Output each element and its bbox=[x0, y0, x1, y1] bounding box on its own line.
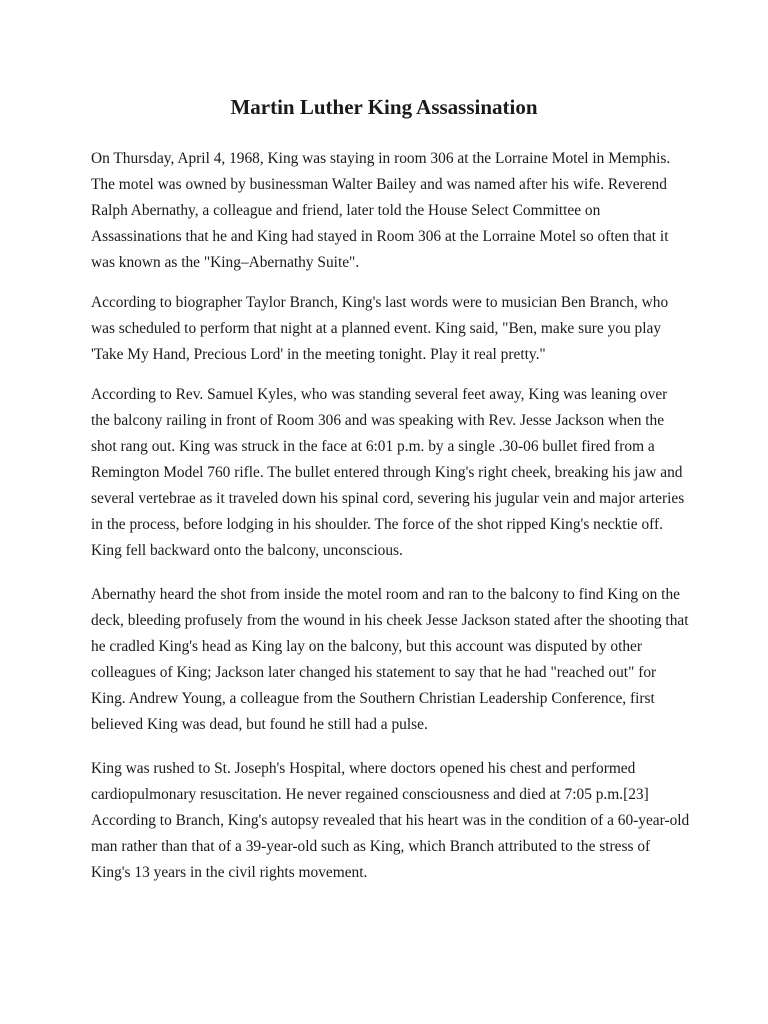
paragraph-last-words: According to biographer Taylor Branch, King's last words were to musician Ben Branch, who was scheduled to perform that night at a planned event. King said, "Ben, make sure you play 'Take My Hand, Precious Lord' in the meeting tonight. Play it real pretty." bbox=[91, 294, 669, 363]
paragraph-hospital: King was rushed to St. Joseph's Hospital, where doctors opened his chest and performed cardiopulmonary resuscitation. He never regained consciousness and died at 7:05 p.m.[23] According to Branch, King's autopsy revealed that his heart was in the condition of a 60-year-old man rather than that of a 39-year-old such as King, which Branch attributed to the stress of King's 13 years in the civil rights movement. bbox=[91, 760, 690, 881]
paragraph-shooting: According to Rev. Samuel Kyles, who was standing several feet away, King was leaning over the balcony railing in front of Room 306 and was speaking with Rev. Jesse Jackson when the shot rang out. King was struck in the face at 6:01 p.m. by a single .30-06 bullet fired from a Remington Model 760 rifle. The bullet entered through King's right cheek, breaking his jaw and several vertebrae as it traveled down his spinal cord, severing his jugular vein and major arteries in the process, before lodging in his shoulder. The force of the shot ripped King's necktie off. King fell backward onto the balcony, unconscious. bbox=[91, 386, 685, 559]
paragraph-lorraine-motel: On Thursday, April 4, 1968, King was staying in room 306 at the Lorraine Motel in Memphis. The motel was owned by businessman Walter Bailey and was named after his wife. Reverend Ralph Abernathy, a colleague and friend, later told the House Select Committee on Assassinations that he and King had stayed in Room 306 at the Lorraine Motel so often that it was known as the "King–Abernathy Suite". bbox=[91, 150, 671, 271]
paragraph-balcony-aftermath: Abernathy heard the shot from inside the motel room and ran to the balcony to find King on the deck, bleeding profusely from the wound in his cheek Jesse Jackson stated after the shooting that he cradled King's head as King lay on the balcony, but this account was disputed by other colleagues of King; Jackson later changed his statement to say that he had "reached out" for King. Andrew Young, a colleague from the Southern Christian Leadership Conference, first believed King was dead, but found he still had a pulse. bbox=[91, 586, 689, 733]
page-title: Martin Luther King Assassination bbox=[230, 95, 538, 119]
